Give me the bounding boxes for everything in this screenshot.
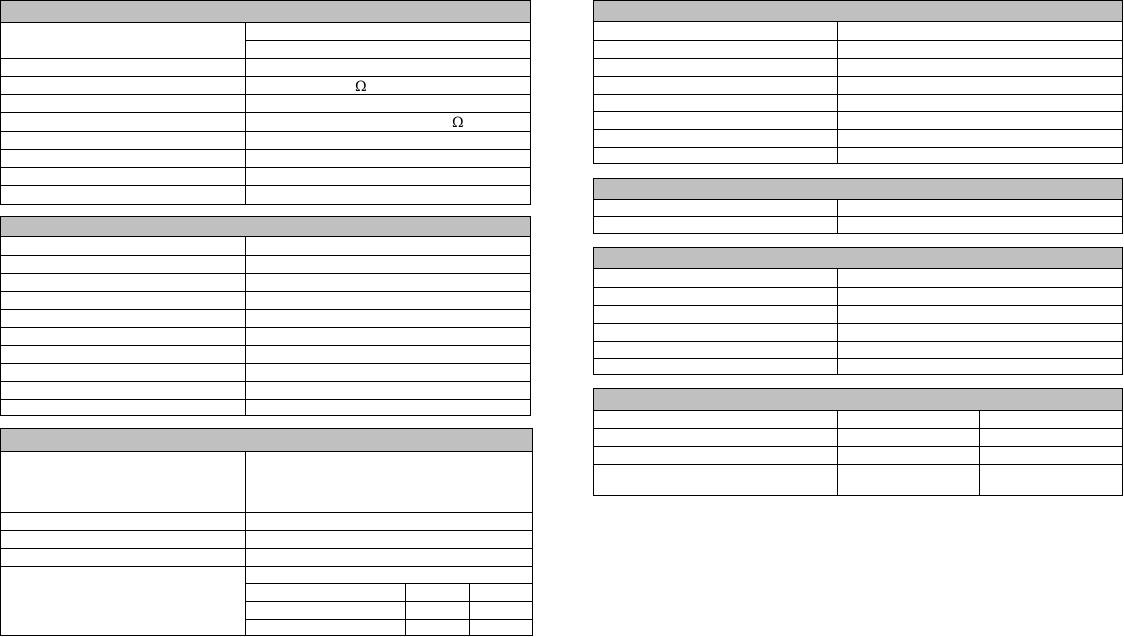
spec-table-6-row-divider bbox=[594, 305, 1122, 306]
spec-table-7-row-divider bbox=[594, 428, 1122, 429]
spec-table-7-header bbox=[594, 389, 1122, 411]
spec-table-2-row-divider bbox=[1, 399, 530, 400]
spec-table-1-column-divider bbox=[245, 23, 246, 204]
spec-table-3-sub-column-divider bbox=[469, 583, 470, 635]
spec-table-2-row-divider bbox=[1, 345, 530, 346]
spec-table-6-row-divider bbox=[594, 287, 1122, 288]
spec-table-4-row-divider bbox=[594, 76, 1122, 77]
spec-table-2-row-divider bbox=[1, 255, 530, 256]
spec-table-3-sub-row-divider bbox=[245, 583, 532, 584]
spec-table-6 bbox=[593, 247, 1123, 375]
spec-table-4-row-divider bbox=[594, 147, 1122, 148]
spec-table-4-row-divider bbox=[594, 40, 1122, 41]
spec-table-4-row-divider bbox=[594, 94, 1122, 95]
spec-table-3-row-divider bbox=[1, 548, 532, 549]
spec-table-4-row-divider bbox=[594, 129, 1122, 130]
spec-table-1-row-divider bbox=[1, 131, 530, 132]
spec-table-7-row-divider bbox=[594, 446, 1122, 447]
spec-table-6-header bbox=[594, 248, 1122, 269]
ohm-symbol: Ω bbox=[355, 79, 367, 95]
spec-table-3-sub-row-divider bbox=[245, 601, 532, 602]
spec-table-1-row-divider bbox=[1, 58, 530, 59]
spec-table-3-sub-column-divider bbox=[405, 583, 406, 635]
spec-table-3 bbox=[0, 428, 533, 636]
spec-table-3-row-divider bbox=[1, 512, 532, 513]
spec-table-3-column-divider bbox=[245, 452, 246, 635]
spec-table-4-row-divider bbox=[594, 111, 1122, 112]
spec-table-5-header bbox=[594, 179, 1122, 200]
spec-table-2-header bbox=[1, 217, 530, 237]
spec-table-4-column-divider bbox=[837, 22, 838, 163]
spec-table-2-row-divider bbox=[1, 381, 530, 382]
spec-table-3-row-divider bbox=[1, 566, 532, 567]
spec-table-5-row-divider bbox=[594, 216, 1122, 217]
spec-table-7 bbox=[593, 388, 1123, 496]
spec-table-7-row-divider bbox=[594, 464, 1122, 465]
spec-table-1-row-divider bbox=[1, 76, 530, 77]
spec-table-7-column-divider bbox=[979, 411, 980, 495]
spec-table-2 bbox=[0, 216, 531, 416]
spec-table-2-row-divider bbox=[1, 327, 530, 328]
spec-table-1-row-divider bbox=[1, 94, 530, 95]
spec-table-3-sub-row-divider bbox=[245, 619, 532, 620]
spec-table-4-header bbox=[594, 1, 1122, 22]
spec-table-3-header bbox=[1, 429, 532, 452]
spec-table-5 bbox=[593, 178, 1123, 234]
spec-table-1 bbox=[0, 0, 531, 205]
spec-table-1-header bbox=[1, 1, 530, 23]
spec-table-1-sub-row-divider bbox=[245, 40, 530, 41]
spec-table-2-row-divider bbox=[1, 273, 530, 274]
ohm-symbol: Ω bbox=[452, 115, 464, 131]
spec-table-2-column-divider bbox=[245, 237, 246, 415]
spec-table-1-row-divider bbox=[1, 149, 530, 150]
spec-table-2-row-divider bbox=[1, 291, 530, 292]
spec-table-4 bbox=[593, 0, 1123, 164]
spec-table-6-row-divider bbox=[594, 341, 1122, 342]
spec-table-2-row-divider bbox=[1, 363, 530, 364]
spec-table-1-row-divider bbox=[1, 112, 530, 113]
spec-table-4-row-divider bbox=[594, 58, 1122, 59]
spec-table-7-column-divider bbox=[837, 411, 838, 495]
spec-table-1-row-divider bbox=[1, 185, 530, 186]
spec-table-6-row-divider bbox=[594, 323, 1122, 324]
spec-table-1-row-divider bbox=[1, 167, 530, 168]
spec-table-2-row-divider bbox=[1, 309, 530, 310]
spec-table-6-row-divider bbox=[594, 358, 1122, 359]
spec-table-3-row-divider bbox=[1, 530, 532, 531]
